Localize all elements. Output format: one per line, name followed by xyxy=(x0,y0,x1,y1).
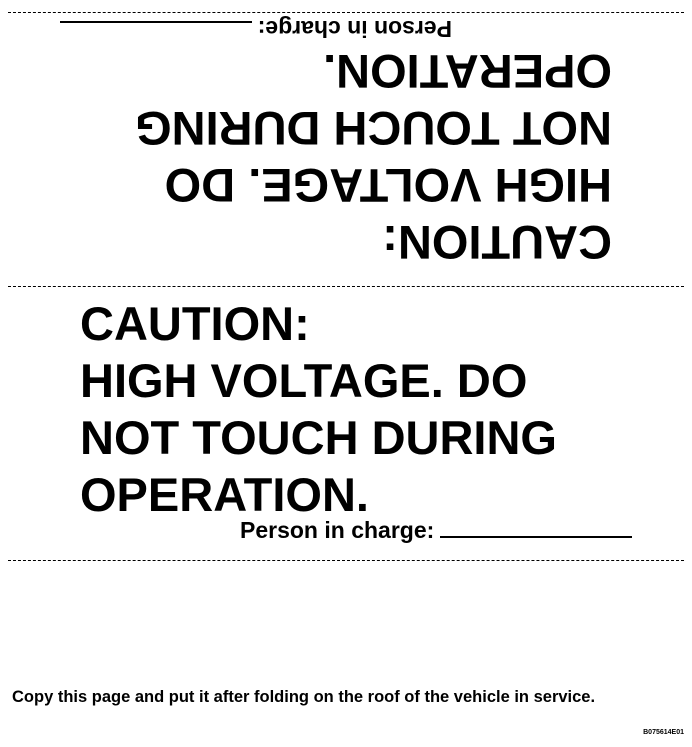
signature-line xyxy=(440,536,632,538)
warning-line-2: HIGH VOLTAGE. DO xyxy=(80,354,528,407)
warning-line-2-rotated: HIGH VOLTAGE. DO xyxy=(164,159,612,212)
warning-line-1: CAUTION: xyxy=(80,297,310,350)
person-in-charge-row xyxy=(240,516,632,544)
instruction-text: Copy this page and put it after folding on the roof of the vehicle in service. xyxy=(12,688,596,706)
person-in-charge-label-rotated: Person in charge: xyxy=(257,16,452,42)
upside-down-warning-panel xyxy=(0,0,692,285)
figure-code: B075614E01 xyxy=(643,729,684,736)
person-in-charge-row-rotated xyxy=(60,15,452,43)
warning-line-1-rotated: CAUTION: xyxy=(382,216,612,269)
warning-line-3: NOT TOUCH DURING xyxy=(80,411,557,464)
cut-line-bottom xyxy=(8,560,684,561)
warning-line-4: OPERATION. xyxy=(80,468,369,521)
warning-line-3-rotated: NOT TOUCH DURING xyxy=(135,102,612,155)
person-in-charge-label: Person in charge: xyxy=(240,517,435,543)
fold-line xyxy=(8,286,684,287)
warning-line-4-rotated: OPERATION. xyxy=(323,45,612,98)
signature-line-rotated xyxy=(60,21,252,23)
